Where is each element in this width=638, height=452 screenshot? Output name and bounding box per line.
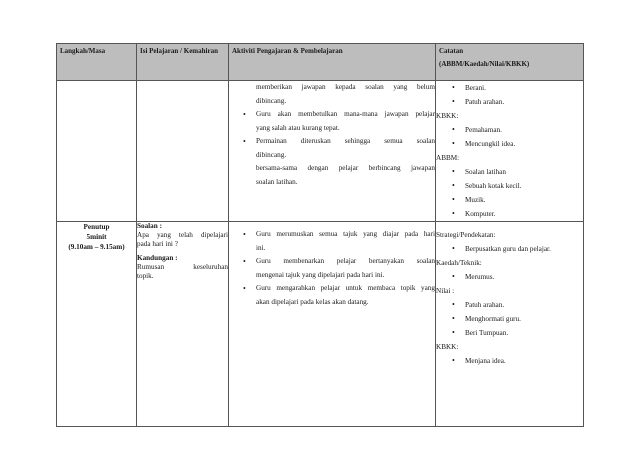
- row2-nilai-list: [436, 298, 583, 340]
- header-catatan: [436, 44, 584, 81]
- step-duration: 5minit: [86, 233, 107, 241]
- row1-activity-tail: [229, 162, 435, 189]
- list-item: • Mencungkil idea.: [436, 137, 583, 151]
- text-line: topik.: [137, 272, 154, 280]
- list-item: • Muzik.: [436, 193, 583, 207]
- soalan-label: Soalan :: [137, 222, 162, 230]
- list-item: • Komputer.: [436, 207, 583, 221]
- text-line: Apa yang telah dipelajari: [137, 231, 228, 239]
- list-item: [229, 228, 435, 255]
- strategi-label: Strategi/Pendekatan:: [436, 231, 496, 239]
- row1-abbm-list: [436, 165, 583, 221]
- row1-values-list: [436, 81, 583, 109]
- text-line: ini.: [256, 243, 266, 252]
- list-item: • Menghormati guru.: [436, 312, 583, 326]
- text-line: • Guru akan membetulkan mana-mana jawapan pelajar: [256, 110, 435, 118]
- step-time: (9.10am – 9.15am): [68, 243, 125, 251]
- header-catatan-title: Catatan: [439, 47, 464, 55]
- lesson-plan-table: [56, 43, 584, 427]
- row1-activity-cell: [229, 81, 436, 222]
- row1-step-cell: [57, 81, 137, 222]
- row1-content-cell: [137, 81, 229, 222]
- table-header-row: [57, 44, 584, 81]
- row2-strategi-list: [436, 242, 583, 256]
- text-line: • Guru merumuskan semua tajuk yang diajar pada hari: [256, 230, 435, 238]
- abbm-label: ABBM:: [436, 154, 460, 162]
- row2-kaedah-list: [436, 270, 583, 284]
- text-line: akan dipelajari pada kelas akan datang.: [256, 297, 369, 306]
- list-item: • Merumus.: [436, 270, 583, 284]
- list-item: • Soalan latihan: [436, 165, 583, 179]
- header-aktiviti: Aktiviti Pengajaran & Pembelajaran: [229, 44, 436, 81]
- row1-activity-list: [229, 108, 435, 162]
- list-item: • Pemahaman.: [436, 123, 583, 137]
- row1-activity-continuation: [229, 81, 435, 108]
- kbkk-label: KBKK:: [436, 112, 459, 120]
- header-langkah-masa: Langkah/Masa: [57, 44, 137, 81]
- table-row: [57, 81, 584, 222]
- row2-activity-cell: [229, 222, 436, 427]
- list-item: [229, 135, 435, 162]
- row2-kbkk-list: [436, 354, 583, 368]
- text-line: yang salah atau kurang tepat.: [256, 123, 340, 132]
- text-line: mengenai tajuk yang dipelajari pada hari ini.: [256, 270, 385, 279]
- text-line: pada hari ini ?: [137, 240, 178, 248]
- row2-step-cell: [57, 222, 137, 427]
- text-line: Rumusan keseluruhan: [137, 263, 228, 271]
- kandungan-label: Kandungan :: [137, 254, 178, 262]
- list-item: • Berpusatkan guru dan pelajar.: [436, 242, 583, 256]
- list-item: [229, 255, 435, 282]
- text-line: soalan latihan.: [256, 177, 298, 186]
- kaedah-label: Kaedah/Teknik:: [436, 259, 482, 267]
- text-line: bersama-sama dengan pelajar berbincang jawapan: [256, 164, 435, 172]
- step-title: Penutup: [83, 223, 110, 231]
- text-line: • Permainan diteruskan sehingga semua soalan: [256, 137, 435, 145]
- list-item: [229, 282, 435, 309]
- text-line: • Guru mengarahkan pelajar untuk membaca topik yang: [256, 284, 435, 292]
- row1-kbkk-list: [436, 123, 583, 151]
- row2-activity-list: [229, 228, 435, 309]
- kbkk-label: KBKK:: [436, 343, 459, 351]
- row1-notes-cell: [436, 81, 584, 222]
- header-catatan-sub: (ABBM/Kaedah/Nilai/KBKK): [439, 59, 530, 68]
- text-line: dibincang.: [256, 150, 287, 159]
- text-line: • Guru membenarkan pelajar bertanyakan soalan: [256, 257, 435, 265]
- list-item: • Patuh arahan.: [436, 298, 583, 312]
- table-row: [57, 222, 584, 427]
- header-isi-pelajaran: Isi Pelajaran / Kemahiran: [137, 44, 229, 81]
- list-item: • Patuh arahan.: [436, 95, 583, 109]
- nilai-label: Nilai :: [436, 287, 455, 295]
- list-item: • Sebuah kotak kecil.: [436, 179, 583, 193]
- text-line: dibincang.: [256, 96, 287, 105]
- row2-notes-cell: [436, 222, 584, 427]
- row2-content-cell: [137, 222, 229, 427]
- list-item: • Berani.: [436, 81, 583, 95]
- list-item: • Beri Tumpuan.: [436, 326, 583, 340]
- text-line: memberikan jawapan kepada soalan yang belum: [256, 83, 435, 91]
- list-item: [229, 108, 435, 135]
- list-item: • Menjana idea.: [436, 354, 583, 368]
